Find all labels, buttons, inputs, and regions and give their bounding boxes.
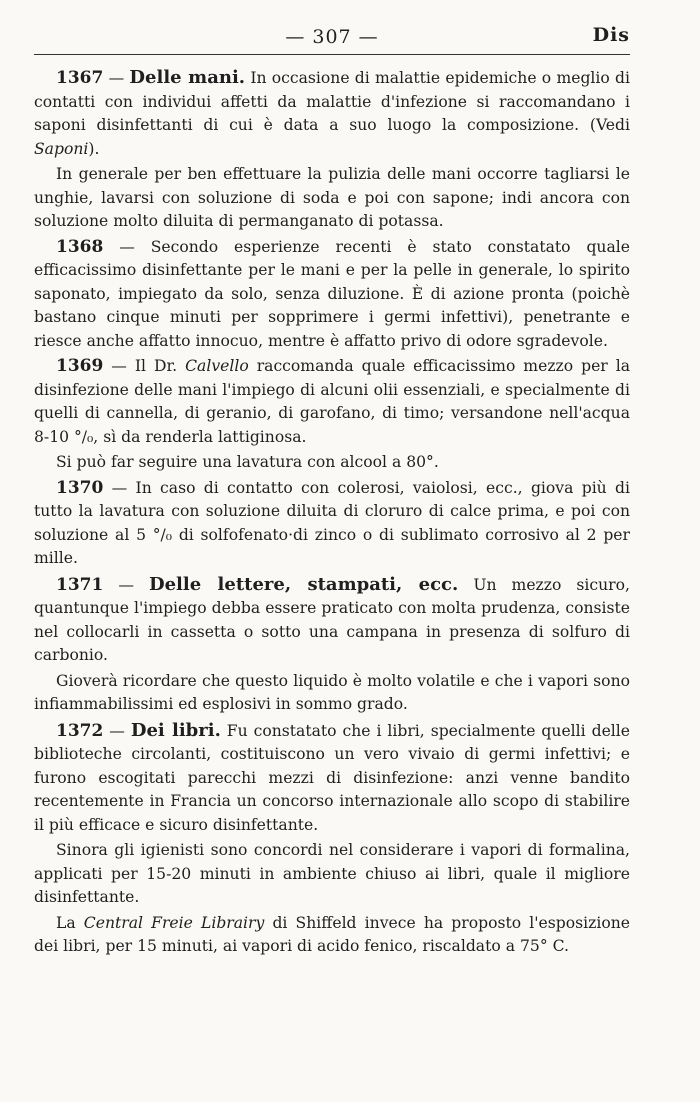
entry-dash: — [103, 237, 151, 256]
entry-text: Il Dr. [134, 357, 186, 375]
entry-1368 [34, 236, 630, 354]
entry-heading: Delle lettere, stampati, ecc. [149, 573, 459, 595]
entry-number: 1369 [56, 356, 104, 376]
page-number: — 307 — [285, 26, 379, 48]
entry-number: 1372 [56, 720, 104, 741]
entry-text: Un mezzo sicuro, quantunque l'impiego debba essere praticato con molta prudenza, consiste nel collocarli in cassetta o sotto una campana in presenza di solfuro di carbonio. [34, 575, 630, 664]
running-head: Dis [592, 24, 630, 46]
entry-1369 [34, 355, 630, 449]
entry-1367 [34, 66, 630, 161]
entry-text: raccomanda quale efficacissimo mezzo per la disinfezione delle mani l'impiego di alcuni olii essenziali, e specialmente di quelli di cannella, di geranio, di garofano, di timo; versandone nell'acqua 8-10 °/₀, sì da renderla lattiginosa. [34, 357, 631, 446]
entry-dash: — [103, 721, 131, 740]
entry-paragraph [34, 912, 630, 959]
entry-text: Fu constatato che i libri, specialmente quelli delle biblioteche circolanti, costituiscono un vero vivaio di germi infettivi; e furono escogitati parecchi mezzi di disinfezione: anzi venne bandito recentemente in Francia un concorso internazionale allo scopo di stabilire il più efficace e sicuro disinfettante. [34, 721, 630, 834]
entry-dash: — [103, 69, 130, 87]
entry-number: 1370 [56, 477, 104, 498]
page-header [34, 18, 630, 55]
entry-paragraph: Gioverà ricordare che questo liquido è molto volatile e che i vapori sono infiammabilissimi ed esplosivi in sommo grado. [34, 671, 630, 713]
entry-1372 [34, 719, 630, 838]
library-name: Central Freie Librairy [83, 913, 265, 932]
entry-text: Secondo esperienze recenti è stato constatato quale efficacissimo disinfettante per le mani e per la pelle in generale, lo spirito saponato, impiegato da solo, senza diluzione. È di azione pronta (poichè bastano cinque minuti per sopprimere i germi infettivi), penetrante e riesce anche affatto innocuo, mentre è affatto privo di odore sgradevole. [34, 237, 630, 350]
entry-1370 [34, 477, 630, 571]
entry-paragraph: Si può far seguire una lavatura con alcool a 80°. [56, 453, 439, 471]
entry-text: La [56, 913, 84, 932]
entry-text: In caso di contatto con colerosi, vaiolosi, ecc., giova più di tutto la lavatura con soluzione diluita di cloruro di calce prima, e poi con soluzione al 5 °/₀ di solfofenato·di zinco o di sublimato corrosivo al 2 per mille. [34, 478, 630, 567]
entry-heading: Dei libri. [130, 719, 221, 741]
entry-number: 1371 [56, 574, 104, 595]
entry-number: 1367 [56, 68, 104, 88]
entry-dash: — [103, 575, 149, 594]
entry-number: 1368 [56, 236, 104, 257]
entry-1371 [34, 573, 630, 668]
entry-dash: — [103, 478, 136, 497]
entry-dash: — [103, 357, 135, 375]
entry-paragraph: In generale per ben effettuare la pulizia delle mani occorre tagliarsi le unghie, lavarsi con soluzione di soda e poi con sapone; indi ancora con soluzione molto diluita di permanganato di potassa. [34, 165, 630, 230]
entry-text: di Shiffeld invece ha proposto l'esposizione dei libri, per 15 minuti, ai vapori di acido fenico, riscaldato a 75° C. [34, 913, 631, 955]
cross-reference: Saponi [34, 139, 89, 158]
entry-paragraph: Sinora gli igienisti sono concordi nel considerare i vapori di formalina, applicati per 15-20 minuti in ambiente chiuso ai libri, quale il migliore disinfettante. [34, 841, 630, 906]
person-name: Calvello [185, 357, 249, 375]
entry-text: ). [88, 139, 100, 158]
entry-heading: Delle mani. [129, 67, 246, 88]
entry-text: In occasione di malattie epidemiche o meglio di contatti con individui affetti da malattie d'infezione si raccomandano i saponi disinfettanti di cui è data a suo luogo la composizione. (Vedi [34, 69, 631, 134]
page-body [34, 66, 630, 961]
